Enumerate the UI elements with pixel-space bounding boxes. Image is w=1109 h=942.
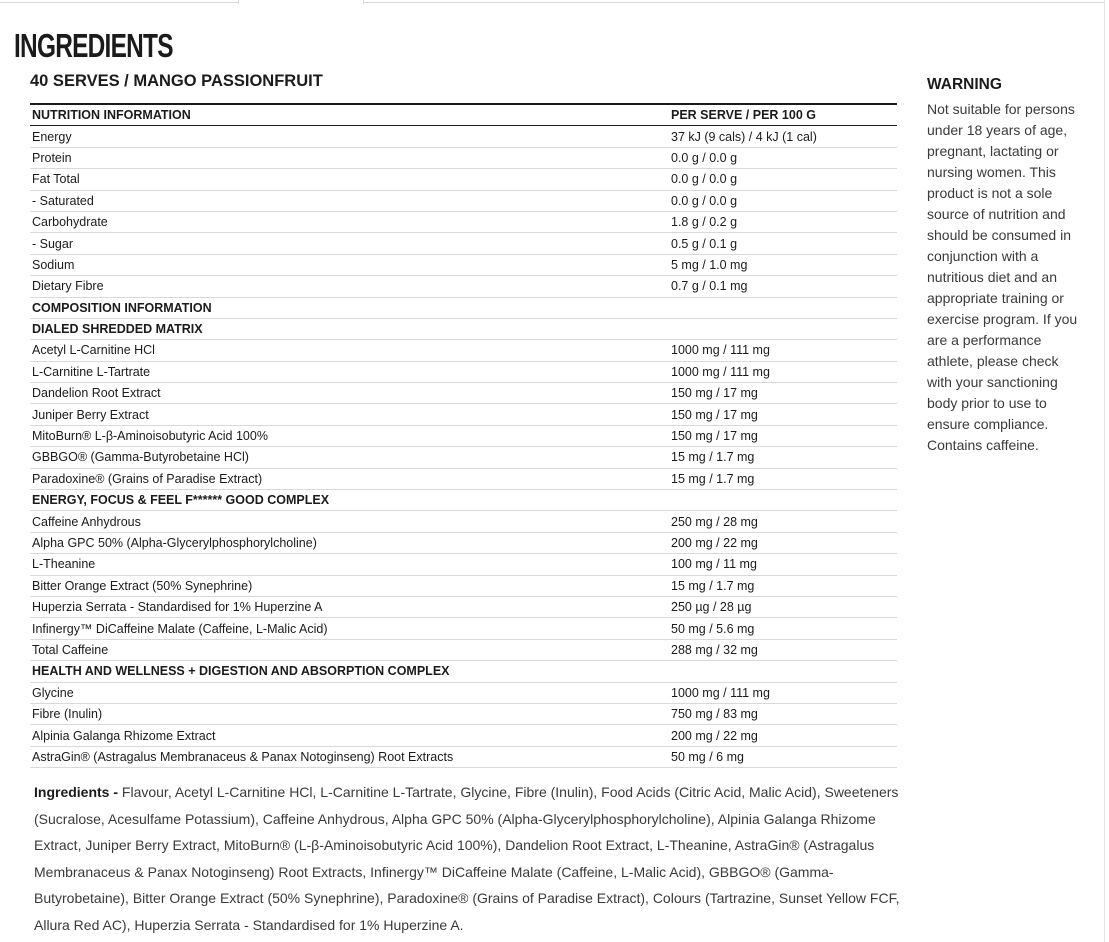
- section-heading: COMPOSITION INFORMATION: [30, 297, 669, 318]
- nutrient-value: 200 mg / 22 mg: [669, 725, 897, 746]
- product-subheading: 40 SERVES / MANGO PASSIONFRUIT: [30, 72, 323, 90]
- nutrient-value: 150 mg / 17 mg: [669, 404, 897, 425]
- nutrient-name: - Sugar: [30, 233, 669, 254]
- nutrient-value: 1.8 g / 0.2 g: [669, 211, 897, 232]
- nutrient-value: 1000 mg / 111 mg: [669, 361, 897, 382]
- nutrient-name: Glycine: [30, 682, 669, 703]
- tab-strip: [0, 0, 1104, 4]
- nutrient-value: 15 mg / 1.7 mg: [669, 468, 897, 489]
- nutrient-name: Alpinia Galanga Rhizome Extract: [30, 725, 669, 746]
- nutrient-value: 0.5 g / 0.1 g: [669, 233, 897, 254]
- nutrient-name: Acetyl L-Carnitine HCl: [30, 340, 669, 361]
- table-row: [30, 169, 897, 190]
- nutrient-value: 200 mg / 22 mg: [669, 532, 897, 553]
- table-row: [30, 190, 897, 211]
- table-section-row: [30, 297, 897, 318]
- nutrient-value: 50 mg / 5.6 mg: [669, 618, 897, 639]
- nutrient-value: 37 kJ (9 cals) / 4 kJ (1 cal): [669, 126, 897, 147]
- table-row: [30, 233, 897, 254]
- nutrient-name: MitoBurn® L-β-Aminoisobutyric Acid 100%: [30, 425, 669, 446]
- table-row: [30, 147, 897, 168]
- nutrient-name: Caffeine Anhydrous: [30, 511, 669, 532]
- nutrient-value: 150 mg / 17 mg: [669, 383, 897, 404]
- table-row: [30, 425, 897, 446]
- section-heading: ENERGY, FOCUS & FEEL F****** GOOD COMPLEX: [30, 490, 669, 511]
- nutrient-value: 100 mg / 11 mg: [669, 554, 897, 575]
- table-section-row: [30, 318, 897, 339]
- nutrient-value: [669, 490, 897, 511]
- nutrient-name: Energy: [30, 126, 669, 147]
- nutrient-value: [669, 661, 897, 682]
- nutrient-name: Infinergy™ DiCaffeine Malate (Caffeine, L-Malic Acid): [30, 618, 669, 639]
- nutrient-name: Protein: [30, 147, 669, 168]
- nutrition-table-body: [30, 126, 897, 768]
- warning-box: [927, 76, 1087, 456]
- table-section-row: [30, 490, 897, 511]
- table-row: [30, 746, 897, 767]
- nutrition-table: [30, 103, 897, 768]
- table-row: [30, 639, 897, 660]
- ingredients-paragraph: [34, 779, 904, 939]
- table-row: [30, 361, 897, 382]
- nutrient-value: 0.0 g / 0.0 g: [669, 190, 897, 211]
- table-row: [30, 383, 897, 404]
- nutrient-name: L-Carnitine L-Tartrate: [30, 361, 669, 382]
- nutrient-name: Carbohydrate: [30, 211, 669, 232]
- nutrient-value: [669, 318, 897, 339]
- nutrient-value: 288 mg / 32 mg: [669, 639, 897, 660]
- table-row: [30, 126, 897, 147]
- warning-text: Not suitable for persons under 18 years of age, pregnant, lactating or nursing women. This product is not a sole source of nutrition and should be consumed in conjunction with a nutritious diet and an appropriate training or exercise program. If you are a performance athlete, please check with your sanctioning body prior to use to ensure compliance. Contains caffeine.: [927, 101, 1078, 453]
- nutrient-name: L-Theanine: [30, 554, 669, 575]
- nutrient-value: 1000 mg / 111 mg: [669, 340, 897, 361]
- nutrient-name: Fibre (Inulin): [30, 703, 669, 724]
- panel-edge: [1104, 0, 1105, 942]
- table-row: [30, 554, 897, 575]
- table-row: [30, 211, 897, 232]
- nutrient-name: Sodium: [30, 254, 669, 275]
- nutrient-value: 250 mg / 28 mg: [669, 511, 897, 532]
- table-row: [30, 447, 897, 468]
- page-title: INGREDIENTS: [14, 27, 173, 64]
- header-per-serve: PER SERVE / PER 100 G: [669, 104, 897, 126]
- table-row: [30, 511, 897, 532]
- nutrient-value: 150 mg / 17 mg: [669, 425, 897, 446]
- table-row: [30, 340, 897, 361]
- nutrient-value: 0.0 g / 0.0 g: [669, 147, 897, 168]
- nutrient-name: AstraGin® (Astragalus Membranaceus & Panax Notoginseng) Root Extracts: [30, 746, 669, 767]
- nutrient-name: Total Caffeine: [30, 639, 669, 660]
- nutrient-value: 15 mg / 1.7 mg: [669, 447, 897, 468]
- table-row: [30, 276, 897, 297]
- table-row: [30, 596, 897, 617]
- nutrient-value: 0.0 g / 0.0 g: [669, 169, 897, 190]
- warning-title: WARNING: [927, 76, 1002, 93]
- nutrient-value: 0.7 g / 0.1 mg: [669, 276, 897, 297]
- nutrient-value: 15 mg / 1.7 mg: [669, 575, 897, 596]
- section-heading: HEALTH AND WELLNESS + DIGESTION AND ABSORPTION COMPLEX: [30, 661, 669, 682]
- table-row: [30, 404, 897, 425]
- nutrient-name: - Saturated: [30, 190, 669, 211]
- nutrient-value: 5 mg / 1.0 mg: [669, 254, 897, 275]
- nutrient-name: GBBGO® (Gamma-Butyrobetaine HCl): [30, 447, 669, 468]
- section-heading: DIALED SHREDDED MATRIX: [30, 318, 669, 339]
- header-nutrition-information: NUTRITION INFORMATION: [30, 104, 669, 126]
- nutrient-name: Juniper Berry Extract: [30, 404, 669, 425]
- ingredients-label: Ingredients -: [34, 784, 119, 800]
- table-row: [30, 575, 897, 596]
- nutrient-value: 50 mg / 6 mg: [669, 746, 897, 767]
- nutrient-name: Huperzia Serrata - Standardised for 1% Huperzine A: [30, 596, 669, 617]
- ingredients-text: Flavour, Acetyl L-Carnitine HCl, L-Carnitine L-Tartrate, Glycine, Fibre (Inulin), Food Acids (Citric Acid, Malic Acid), Sweeteners (Sucralose, Acesulfame Potassium), Caffeine Anhydrous, Alpha GPC 50% (Alpha-Glycerylphosphorylcholine), Alpinia Galanga Rhizome Extract, Juniper Berry Extract, MitoBurn® (L-β-Aminoisobutyric Acid 100%), Dandelion Root Extract, L-Theanine, AstraGin® (Astragalus Membranaceus & Panax Notoginseng) Root Extracts, Infinergy™ DiCaffeine Malate (Caffeine, L-Malic Acid), GBBGO® (Gamma-Butyrobetaine), Bitter Orange Extract (50% Synephrine), Paradoxine® (Grains of Paradise Extract), Colours (Tartrazine, Sunset Yellow FCF, Allura Red AC), Huperzia Serrata - Standardised for 1% Huperzine A.: [34, 784, 900, 933]
- table-row: [30, 703, 897, 724]
- nutrient-value: 250 µg / 28 µg: [669, 596, 897, 617]
- nutrient-name: Alpha GPC 50% (Alpha-Glycerylphosphorylcholine): [30, 532, 669, 553]
- table-row: [30, 532, 897, 553]
- nutrient-value: 750 mg / 83 mg: [669, 703, 897, 724]
- tab-strip-divider: [0, 2, 1104, 3]
- table-row: [30, 254, 897, 275]
- nutrient-name: Fat Total: [30, 169, 669, 190]
- table-header-row: [30, 104, 897, 126]
- table-row: [30, 725, 897, 746]
- tab-active-ingredients[interactable]: [238, 0, 364, 4]
- table-row: [30, 682, 897, 703]
- nutrient-name: Dandelion Root Extract: [30, 383, 669, 404]
- table-section-row: [30, 661, 897, 682]
- nutrient-value: [669, 297, 897, 318]
- nutrient-name: Paradoxine® (Grains of Paradise Extract): [30, 468, 669, 489]
- nutrient-name: Dietary Fibre: [30, 276, 669, 297]
- table-row: [30, 618, 897, 639]
- table-row: [30, 468, 897, 489]
- nutrient-name: Bitter Orange Extract (50% Synephrine): [30, 575, 669, 596]
- nutrient-value: 1000 mg / 111 mg: [669, 682, 897, 703]
